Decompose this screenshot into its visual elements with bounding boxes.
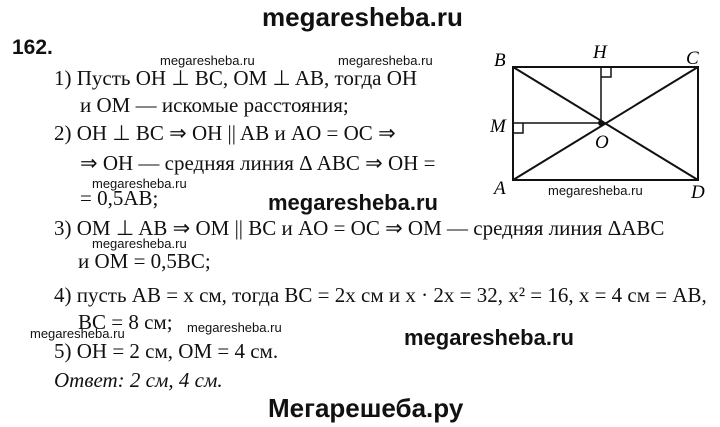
watermark-small: megaresheba.ru xyxy=(92,176,187,191)
watermark-small: megaresheba.ru xyxy=(187,320,282,335)
solution-line: и OM = 0,5BC; xyxy=(78,249,211,273)
right-angle-m xyxy=(513,123,523,133)
watermark-small: megaresheba.ru xyxy=(92,236,187,251)
solution-line: = 0,5AB; xyxy=(80,186,159,210)
label-c: C xyxy=(686,48,699,69)
label-a: A xyxy=(494,178,506,199)
watermark-mid: megaresheba.ru xyxy=(268,190,438,215)
label-d: D xyxy=(691,182,705,203)
solution-line: ⇒ OH — средняя линия Δ ABC ⇒ OH = xyxy=(80,151,436,175)
watermark-small: megaresheba.ru xyxy=(160,53,255,68)
watermark-small: megaresheba.ru xyxy=(30,326,125,341)
right-angle-h xyxy=(601,67,611,77)
answer-line: Ответ: 2 см, 4 см. xyxy=(54,368,223,392)
solution-line: 1) Пусть OH ⊥ BC, OM ⊥ AB, тогда OH xyxy=(54,66,418,90)
watermark-right: megaresheba.ru xyxy=(404,325,574,350)
solution-line: 5) OH = 2 см, OM = 4 см. xyxy=(54,339,279,363)
solution-line: 3) OM ⊥ AB ⇒ OM || BC и AO = OC ⇒ OM — средняя линия ΔABC xyxy=(54,216,665,240)
point-o xyxy=(598,120,604,126)
label-b: B xyxy=(494,50,506,71)
watermark-bottom: Мегарешеба.ру xyxy=(268,393,464,423)
label-o: O xyxy=(595,132,609,153)
label-m: M xyxy=(490,116,506,137)
watermark-small: megaresheba.ru xyxy=(338,53,433,68)
solution-line: 4) пусть AB = x см, тогда BC = 2x см и x · 2x = 32, x² = 16, x = 4 см = AB, xyxy=(54,283,707,307)
label-h: H xyxy=(593,42,607,63)
watermark-top: megaresheba.ru xyxy=(262,2,463,32)
solution-line: 2) OH ⊥ BC ⇒ OH || AB и AO = OC ⇒ xyxy=(54,121,396,145)
solution-line: BC = 8 см; xyxy=(78,310,173,334)
problem-number: 162. xyxy=(12,36,53,59)
solution-line: и OM — искомые расстояния; xyxy=(80,93,349,117)
rectangle-figure xyxy=(490,42,712,204)
watermark-small: megaresheba.ru xyxy=(548,183,643,198)
